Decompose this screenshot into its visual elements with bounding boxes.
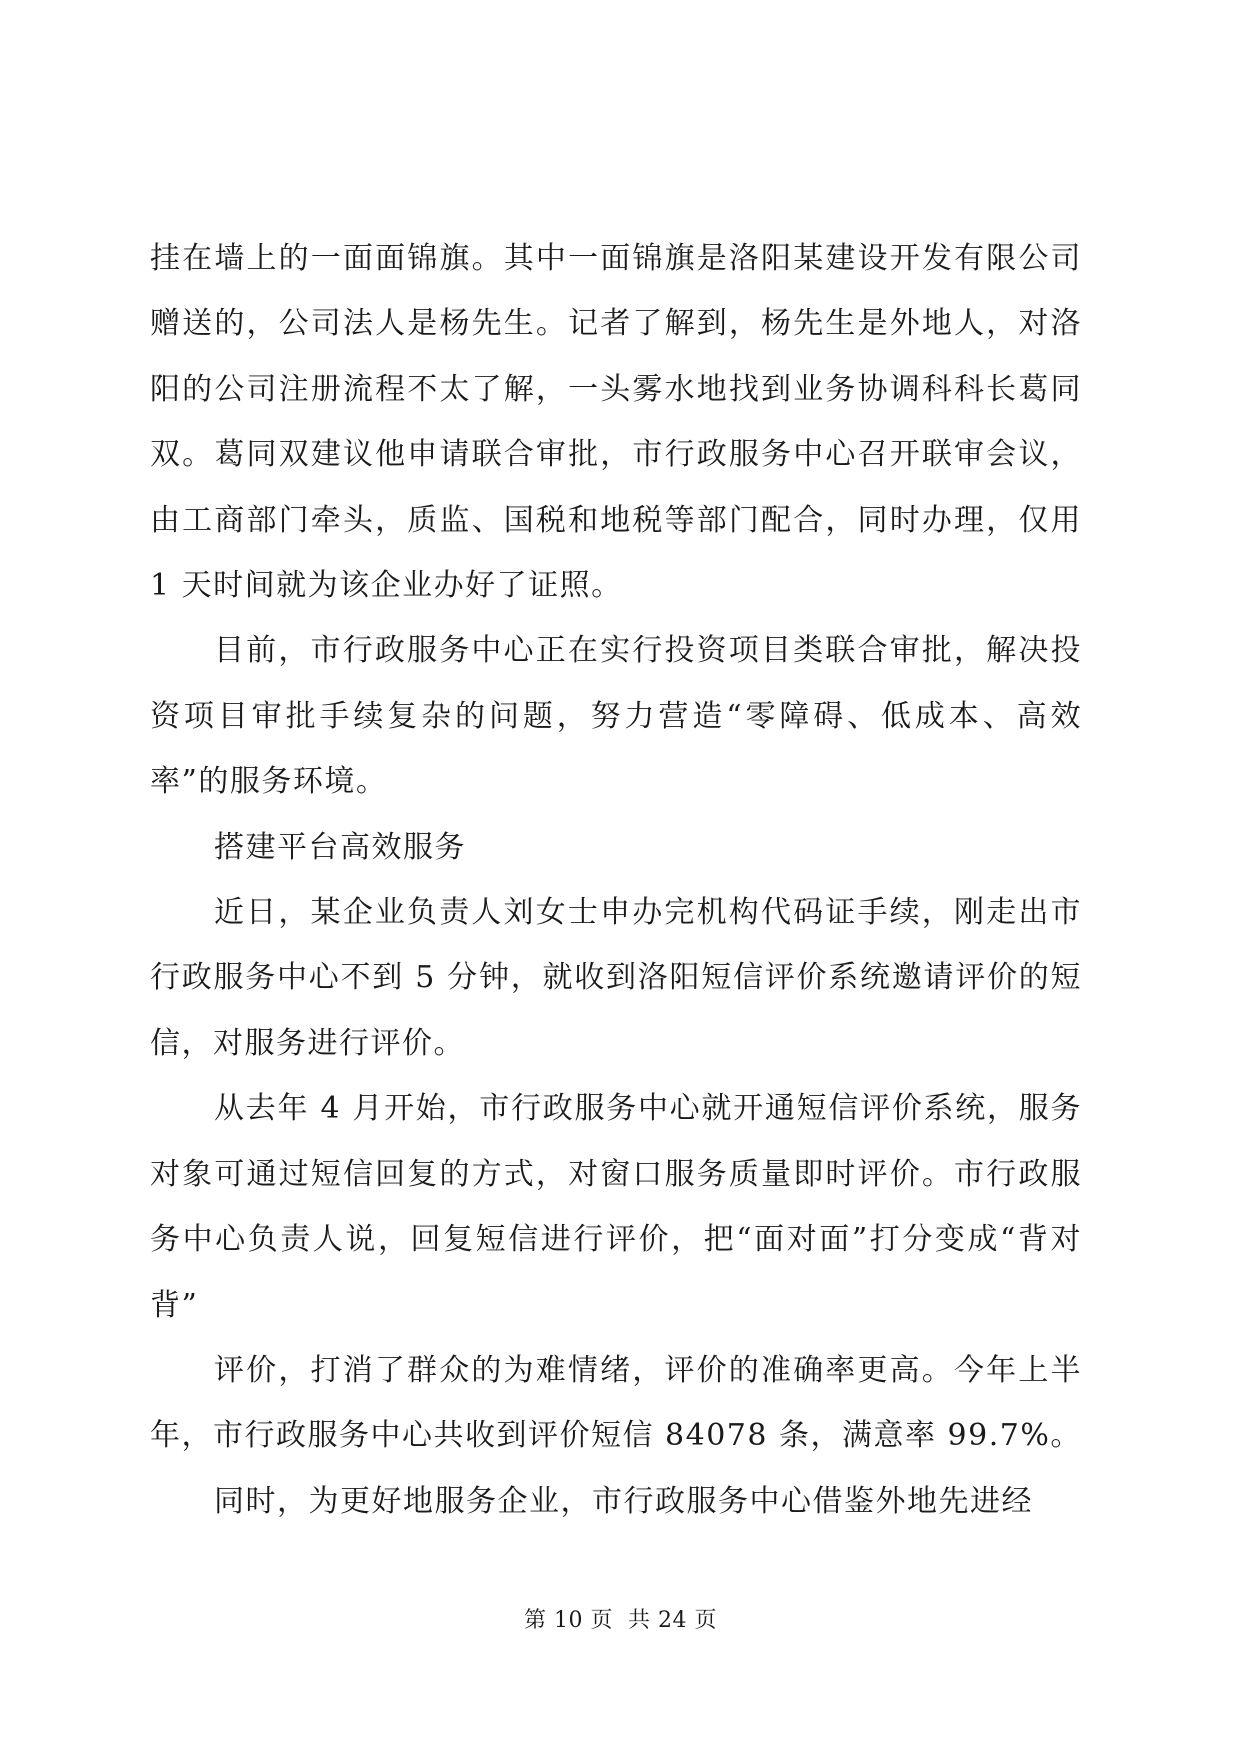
document-body [150,226,1082,1534]
paragraph-4: 从去年 4 月开始，市行政服务中心就开通短信评价系统，服务对象可通过短信回复的方式，对窗口服务质量即时评价。市行政服务中心负责人说，回复短信进行评价，把“面对面”打分变成“背对背” [150,1091,1082,1323]
paragraph-6: 同时，为更好地服务企业，市行政服务中心借鉴外地先进经 [214,1483,1033,1519]
paragraph-3: 近日，某企业负责人刘女士申办完机构代码证手续，刚走出市行政服务中心不到 5 分钟，就收到洛阳短信评价系统邀请评价的短信，对服务进行评价。 [150,895,1082,1061]
page-number-label: 第 10 页 共 24 页 [524,1608,717,1633]
paragraph-2: 目前，市行政服务中心正在实行投资项目类联合审批，解决投资项目审批手续复杂的问题，努力营造“零障碍、低成本、高效率”的服务环境。 [150,633,1082,800]
paragraph-5: 评价，打消了群众的为难情绪，评价的准确率更高。今年上半年，市行政服务中心共收到评价短信 84078 条，满意率 99.7%。 [150,1352,1082,1454]
section-heading: 搭建平台高效服务 [214,829,466,865]
page-footer [0,1603,1241,1634]
paragraph-1: 挂在墙上的一面面锦旗。其中一面锦旗是洛阳某建设开发有限公司赠送的，公司法人是杨先生。记者了解到，杨先生是外地人，对洛阳的公司注册流程不太了解，一头雾水地找到业务协调科科长葛同双。葛同双建议他申请联合审批，市行政服务中心召开联审会议，由工商部门牵头，质监、国税和地税等部门配合，同时办理，仅用 1 天时间就为该企业办好了证照。 [150,241,1082,604]
